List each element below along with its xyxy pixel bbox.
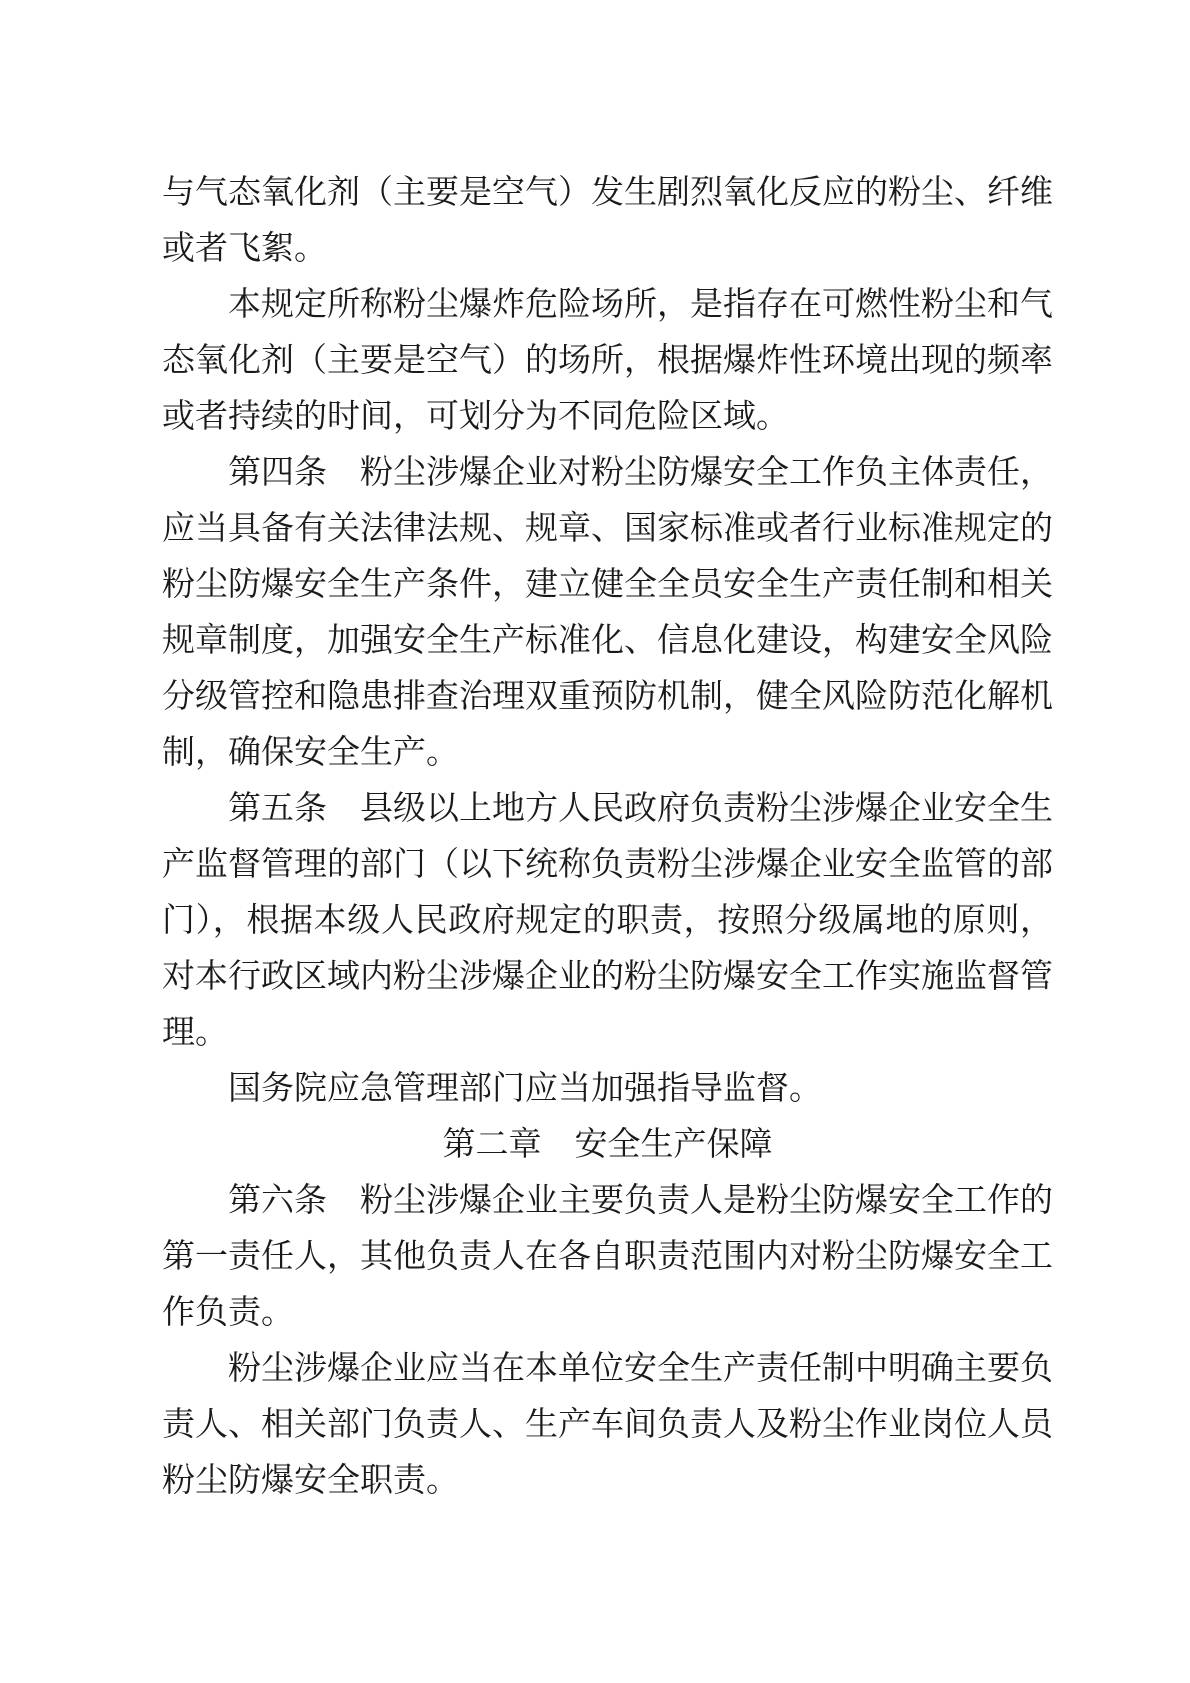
paragraph-article-6: 第六条 粉尘涉爆企业主要负责人是粉尘防爆安全工作的第一责任人，其他负责人在各自职责范围内对粉尘防爆安全工作负责。 [162,1183,1053,1331]
paragraph-article-4: 第四条 粉尘涉爆企业对粉尘防爆安全工作负主体责任，应当具备有关法律法规、规章、国家标准或者行业标准规定的粉尘防爆安全生产条件，建立健全全员安全生产责任制和相关规章制度，加强安全生产标准化、信息化建设，构建安全风险分级管控和隐患排查治理双重预防机制，健全风险防范化解机制，确保安全生产。 [162,455,1053,771]
paragraph-responsibility-system: 粉尘涉爆企业应当在本单位安全生产责任制中明确主要负责人、相关部门负责人、生产车间负责人及粉尘作业岗位人员粉尘防爆安全职责。 [162,1351,1053,1499]
paragraph-state-council-supervision: 国务院应急管理部门应当加强指导监督。 [228,1071,822,1107]
paragraph-continuation: 与气态氧化剂（主要是空气）发生剧烈氧化反应的粉尘、纤维或者飞絮。 [162,175,1053,267]
paragraph-article-5: 第五条 县级以上地方人民政府负责粉尘涉爆企业安全生产监督管理的部门（以下统称负责粉尘涉爆企业安全监管的部门），根据本级人民政府规定的职责，按照分级属地的原则，对本行政区域内粉尘涉爆企业的粉尘防爆安全工作实施监督管理。 [162,791,1053,1051]
chapter-heading: 第二章 安全生产保障 [442,1127,773,1163]
paragraph-definition-hazard-area: 本规定所称粉尘爆炸危险场所，是指存在可燃性粉尘和气态氧化剂（主要是空气）的场所，根据爆炸性环境出现的频率或者持续的时间，可划分为不同危险区域。 [162,287,1053,435]
